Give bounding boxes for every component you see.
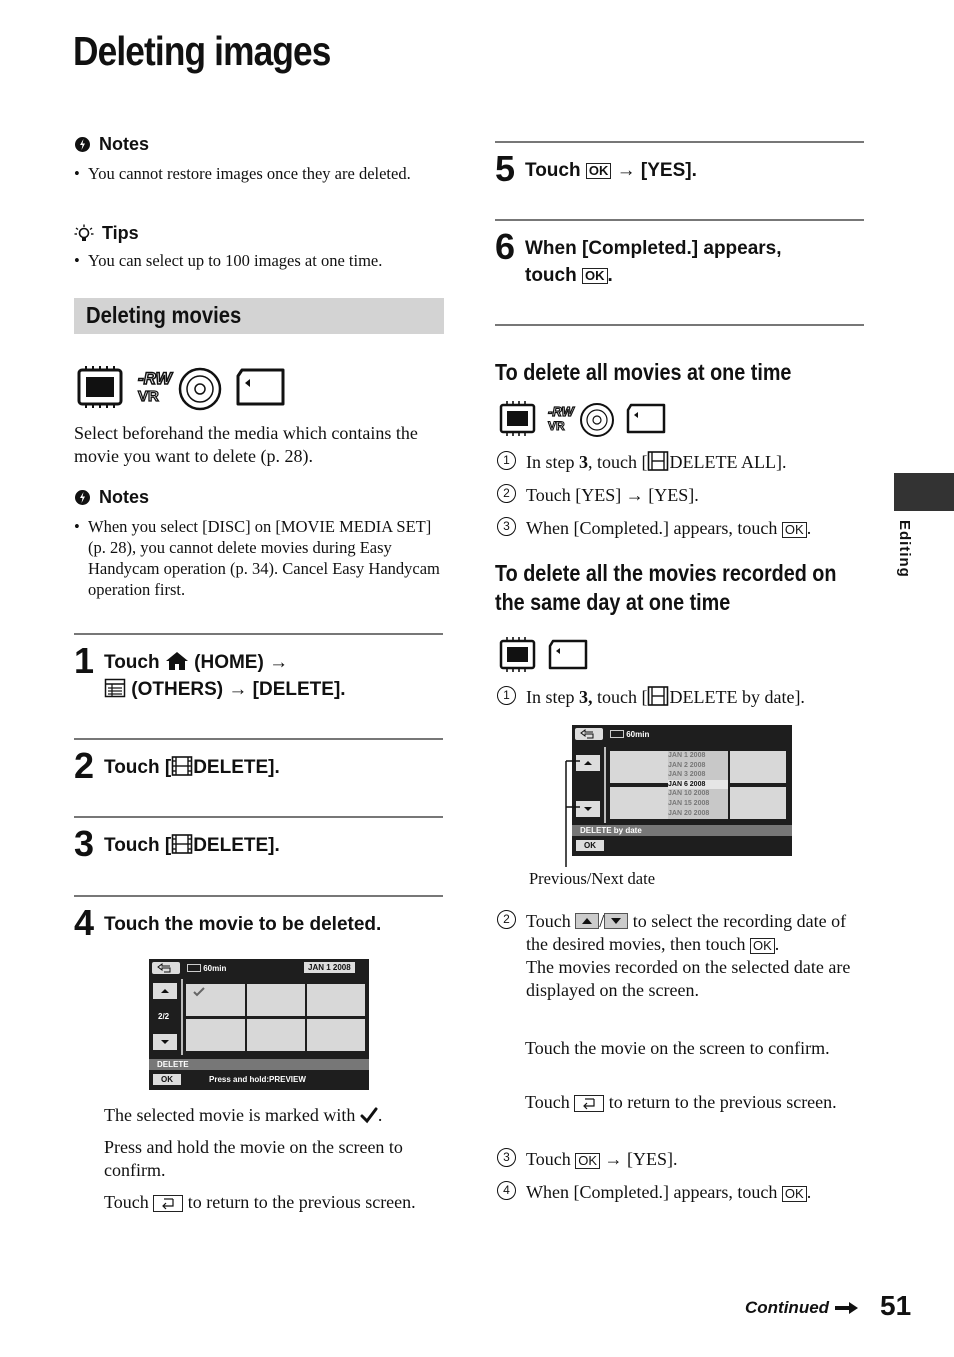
step-divider [495, 324, 864, 326]
step-divider [74, 738, 443, 740]
thumbnail [307, 1019, 365, 1051]
hdd-icon [501, 637, 534, 672]
tip-item: • You can select up to 100 images at one time. [74, 250, 444, 271]
same-day-item-3: 3 Touch OK → [YES]. [497, 1148, 867, 1171]
up-button [153, 983, 177, 999]
media-icons-row [76, 364, 291, 417]
all-movies-heading: To delete all movies at one time [495, 359, 792, 385]
same-day-item-2: 2 Touch / to select the recording date of the desired movies, then touch OK . The movies recorded on the selected date are displayed on the screen. [497, 910, 867, 1002]
side-tab-marker [894, 473, 954, 511]
step-divider [74, 895, 443, 897]
thumbnail [307, 984, 365, 1016]
ok-button-icon: OK [575, 1153, 600, 1169]
hdd-icon [501, 401, 534, 436]
remaining-time: 60min [610, 730, 649, 739]
dvd-rw-vr-icon [138, 369, 220, 409]
svg-text:-RW: -RW [548, 404, 574, 419]
return-button [575, 728, 603, 740]
checkmark-icon [360, 1106, 378, 1124]
side-tab-label: Editing [896, 520, 913, 578]
preview-hint: Press and hold:PREVIEW [209, 1075, 306, 1084]
memory-stick-icon [628, 405, 664, 432]
film-icon [647, 451, 669, 471]
hdd-icon [79, 366, 121, 408]
ok-button-icon: OK [586, 163, 612, 179]
step-divider [74, 633, 443, 635]
intro-text: Select beforehand the media which contains the movie you want to delete (p. 28). [74, 423, 418, 466]
return-icon [574, 1095, 604, 1112]
thumbnail [610, 751, 668, 783]
film-icon [171, 756, 193, 776]
date-item: JAN 20 2008 [668, 809, 710, 817]
note-item: • You cannot restore images once they are deleted. [74, 163, 444, 184]
note-item: • When you select [DISC] on [MOVIE MEDIA SET] (p. 28), you cannot delete movies during Easy Handycam operation (p. 34). Cancel Easy Handycam operation first. [74, 516, 444, 600]
same-day-heading-line-2: the same day at one time [495, 589, 731, 615]
home-icon [165, 651, 189, 671]
notes-block-2 [74, 487, 444, 600]
page-number: 51 [880, 1290, 912, 1321]
section-heading: Deleting movies [86, 302, 242, 328]
page-title: Deleting images [73, 28, 331, 74]
thumbnail [186, 984, 245, 1016]
down-button [153, 1034, 177, 1050]
ok-button: OK [153, 1074, 181, 1085]
memory-stick-icon [550, 641, 586, 668]
return-icon [153, 1195, 183, 1212]
step-3: 3 Touch [ DELETE]. [74, 823, 280, 864]
return-button [152, 962, 180, 974]
film-icon [647, 686, 669, 706]
scrollbar [181, 979, 183, 1055]
delete-screen-image [149, 959, 369, 1090]
tips-heading: Tips [74, 223, 444, 244]
step-divider [74, 816, 443, 818]
step-6: 6 When [Completed.] appears, touch OK . [495, 226, 782, 286]
same-day-confirm-text: Touch the movie on the screen to confirm. [525, 1038, 830, 1058]
thumbnail [247, 984, 305, 1016]
callout-label: Previous/Next date [529, 869, 656, 888]
delete-by-date-screen-image [572, 725, 792, 856]
mode-bar: DELETE [149, 1059, 369, 1070]
date-item: JAN 2 2008 [668, 761, 706, 769]
date-item: JAN 1 2008 [668, 752, 706, 759]
all-movies-item-2: 2 Touch [YES] → [YES]. [497, 484, 867, 507]
section-heading-bar [74, 298, 444, 334]
date-item: JAN 10 2008 [668, 790, 710, 798]
others-icon [104, 678, 126, 698]
scrollbar [604, 747, 606, 823]
same-day-return-text: Touch to return to the previous screen. [525, 1092, 837, 1112]
dvd-rw-vr-icon [548, 404, 613, 436]
thumbnail [186, 1019, 245, 1051]
thumbnail [247, 1019, 305, 1051]
date-item: JAN 3 2008 [668, 771, 706, 779]
ok-button-icon: OK [782, 1186, 807, 1202]
notes-block-1 [74, 134, 444, 184]
svg-text:-RW: -RW [138, 369, 172, 388]
step-divider [495, 219, 864, 221]
ok-button-icon: OK [782, 522, 807, 538]
mode-bar: DELETE by date [572, 825, 792, 836]
arrow-right-icon [835, 1301, 859, 1315]
down-arrow-button-icon [604, 913, 628, 929]
svg-text:VR: VR [548, 419, 565, 433]
same-day-item-1: 1 In step 3, touch [ DELETE by date]. [497, 686, 867, 709]
film-icon [171, 834, 193, 854]
media-icons-row [499, 636, 591, 679]
thumbnail [730, 787, 786, 819]
notes-icon [74, 136, 91, 153]
ok-button-icon: OK [582, 268, 608, 284]
page-indicator: 2/2 [158, 1012, 170, 1021]
same-day-item-4: 4 When [Completed.] appears, touch OK . [497, 1181, 867, 1204]
media-icons-row [499, 400, 669, 443]
continued-marker: Continued [745, 1298, 859, 1318]
step-5: 5 Touch OK → [YES]. [495, 148, 697, 189]
return-text: Touch to return to the previous screen. [104, 1192, 416, 1212]
all-movies-item-1: 1 In step 3, touch [ DELETE ALL]. [497, 451, 867, 474]
remaining-time: 60min [187, 964, 226, 973]
all-movies-item-3: 3 When [Completed.] appears, touch OK . [497, 517, 867, 540]
notes-heading: Notes [74, 487, 444, 508]
step-2: 2 Touch [ DELETE]. [74, 745, 280, 786]
date-item-selected: JAN 6 2008 [668, 780, 728, 790]
up-arrow-button-icon [575, 913, 599, 929]
notes-heading: Notes [74, 134, 444, 155]
lightbulb-icon [74, 224, 94, 244]
same-day-heading-line-1: To delete all the movies recorded on [495, 560, 837, 586]
callout-lines [560, 755, 590, 875]
thumbnail [730, 751, 786, 783]
date-list [668, 751, 728, 819]
svg-text:VR: VR [138, 388, 159, 405]
date-item: JAN 15 2008 [668, 799, 710, 807]
step-divider [495, 141, 864, 143]
memory-stick-icon [238, 370, 283, 404]
marked-text: The selected movie is marked with . [104, 1105, 383, 1125]
step-4: 4 Touch the movie to be deleted. [74, 902, 382, 943]
step-1: 1 Touch (HOME) → (OTHERS) → [DELETE]. [74, 640, 346, 700]
ok-button-icon: OK [750, 938, 775, 954]
press-hold-text: Press and hold the movie on the screen to confirm. [104, 1137, 403, 1180]
tips-block [74, 223, 444, 271]
date-badge: JAN 1 2008 [304, 962, 355, 973]
thumbnail [610, 787, 668, 819]
notes-icon [74, 489, 91, 506]
ok-button: OK [576, 840, 604, 851]
